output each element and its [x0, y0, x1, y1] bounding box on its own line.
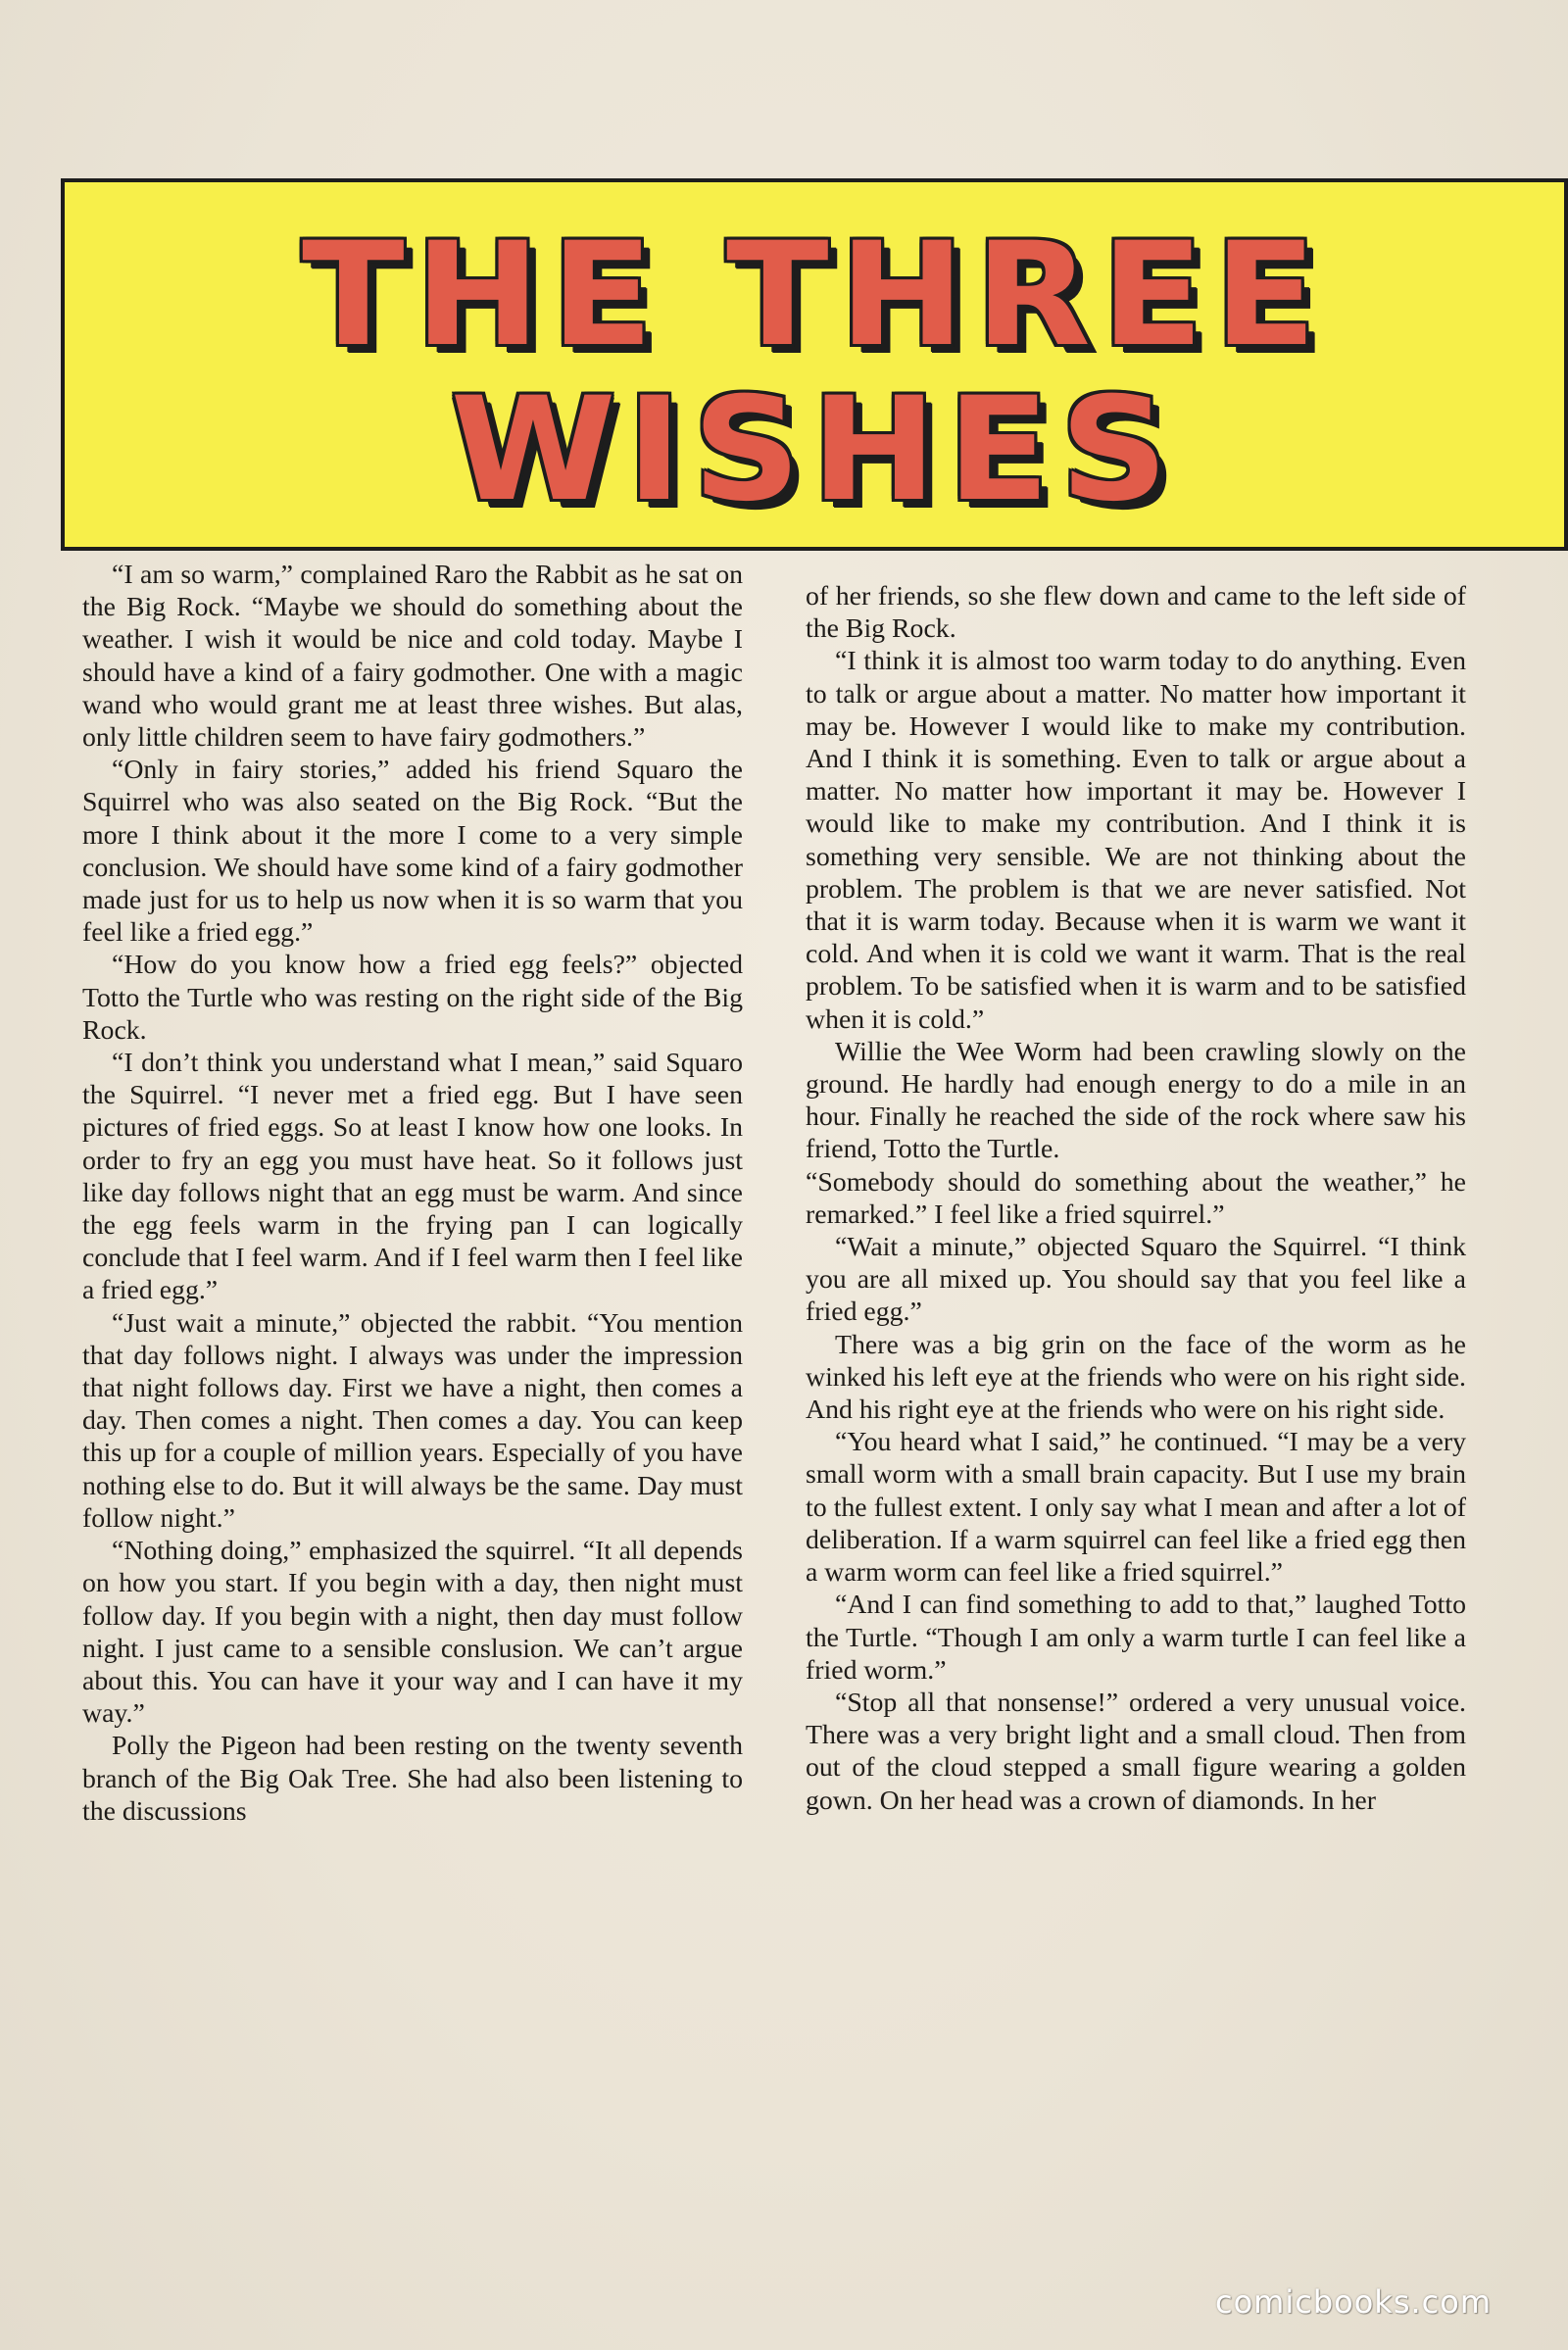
paragraph: “Only in fairy stories,” added his friend Squaro the Squirrel who was also seated on the Big Rock. “But the more I think about it the more I come to a very simple conclusion. We should have some kind of a fairy godmother made just for us to help us now when it is so warm that you feel like a fried egg.”: [82, 755, 743, 949]
paragraph: Willie the Wee Worm had been crawling slowly on the ground. He hardly had enough energy to do a mile in an hour. Finally he reached the side of the rock where saw his friend, Totto the Turtle.: [806, 1036, 1466, 1165]
paragraph: “You heard what I said,” he continued. “I may be a very small worm with a small brain capacity. But I use my brain to the fullest extent. I only say what I mean and after a lot of deliberation. If a warm squirrel can feel like a fried egg then a warm worm can feel like a fried squirrel.”: [806, 1427, 1466, 1589]
paragraph: “I am so warm,” complained Raro the Rabbit as he sat on the Big Rock. “Maybe we should do something about the weather. I wish it would be nice and cold today. Maybe I should have a kind of a fairy godmother. One with a magic wand who would grant me at least three wishes. But alas, only little children seem to have fairy godmothers.”: [82, 560, 743, 754]
story-title-line-1: THE THREE: [302, 212, 1327, 378]
text-column-right: [806, 580, 1466, 1817]
paragraph: “How do you know how a fried egg feels?” objected Totto the Turtle who was resting on the right side of the Big Rock.: [82, 950, 743, 1046]
paragraph: “Stop all that nonsense!” ordered a very unusual voice. There was a very bright light and a small cloud. Then from out of the cloud stepped a small figure wearing a golden gown. On her head was a crown of diamonds. In her: [806, 1687, 1466, 1816]
story-title-line-2: WISHES: [450, 367, 1179, 533]
paragraph: “I think it is almost too warm today to do anything. Even to talk or argue about a matter. No matter how important it may be. However I would like to make my contribution. And I think it is something. Even to talk or argue about a matter. No matter how important it may be. However I would like to make my contribution. And I think it is something very sensible. We are not thinking about the problem. The problem is that we are never satisfied. Not that it is warm today. Because when it is warm we want it cold. And when it is cold we want it warm. That is the real problem. To be satisfied when it is warm and to be satisfied when it is cold.”: [806, 646, 1466, 1035]
paragraph: “Somebody should do something about the weather,” he remarked.” I feel like a fried squirrel.”: [806, 1166, 1466, 1230]
paragraph: “Wait a minute,” objected Squaro the Squirrel. “I think you are all mixed up. You should say that you feel like a fried egg.”: [806, 1232, 1466, 1328]
paragraph-continued: of her friends, so she flew down and came to the left side of the Big Rock.: [806, 581, 1466, 645]
text-column-left: [82, 559, 743, 1828]
paragraph: “Nothing doing,” emphasized the squirrel. “It all depends on how you start. If you begin with a day, then night must follow day. If you begin with a night, then day must follow night. I just came to a sensible conslusion. We can’t argue about this. You can have it your way and I can have it my way.”: [82, 1536, 743, 1730]
title-banner: [61, 178, 1568, 551]
paragraph: There was a big grin on the face of the worm as he winked his left eye at the friends who were on his right side. And his right eye at the friends who were on his right side.: [806, 1329, 1466, 1426]
paragraph: Polly the Pigeon had been resting on the twenty seventh branch of the Big Oak Tree. She had also been listening to the discussions: [82, 1731, 743, 1827]
paragraph: “Just wait a minute,” objected the rabbit. “You mention that day follows night. I always was under the impression that night follows day. First we have a night, then comes a day. Then comes a night. Then comes a day. You can keep this up for a couple of million years. Especially of you have nothing else to do. But it will always be the same. Day must follow night.”: [82, 1307, 743, 1534]
site-watermark: comicbooks.com: [1214, 2283, 1492, 2321]
paragraph: “And I can find something to add to that,” laughed Totto the Turtle. “Though I am only a warm turtle I can feel like a fried worm.”: [806, 1590, 1466, 1686]
paragraph: “I don’t think you understand what I mean,” said Squaro the Squirrel. “I never met a fried egg. But I have seen pictures of fried eggs. So at least I know how one looks. In order to fry an egg you must have heat. So it follows just like day follows night that an egg must be warm. And since the egg feels warm in the frying pan I can logically conclude that I feel warm. And if I feel warm then I feel like a fried egg.”: [82, 1048, 743, 1306]
